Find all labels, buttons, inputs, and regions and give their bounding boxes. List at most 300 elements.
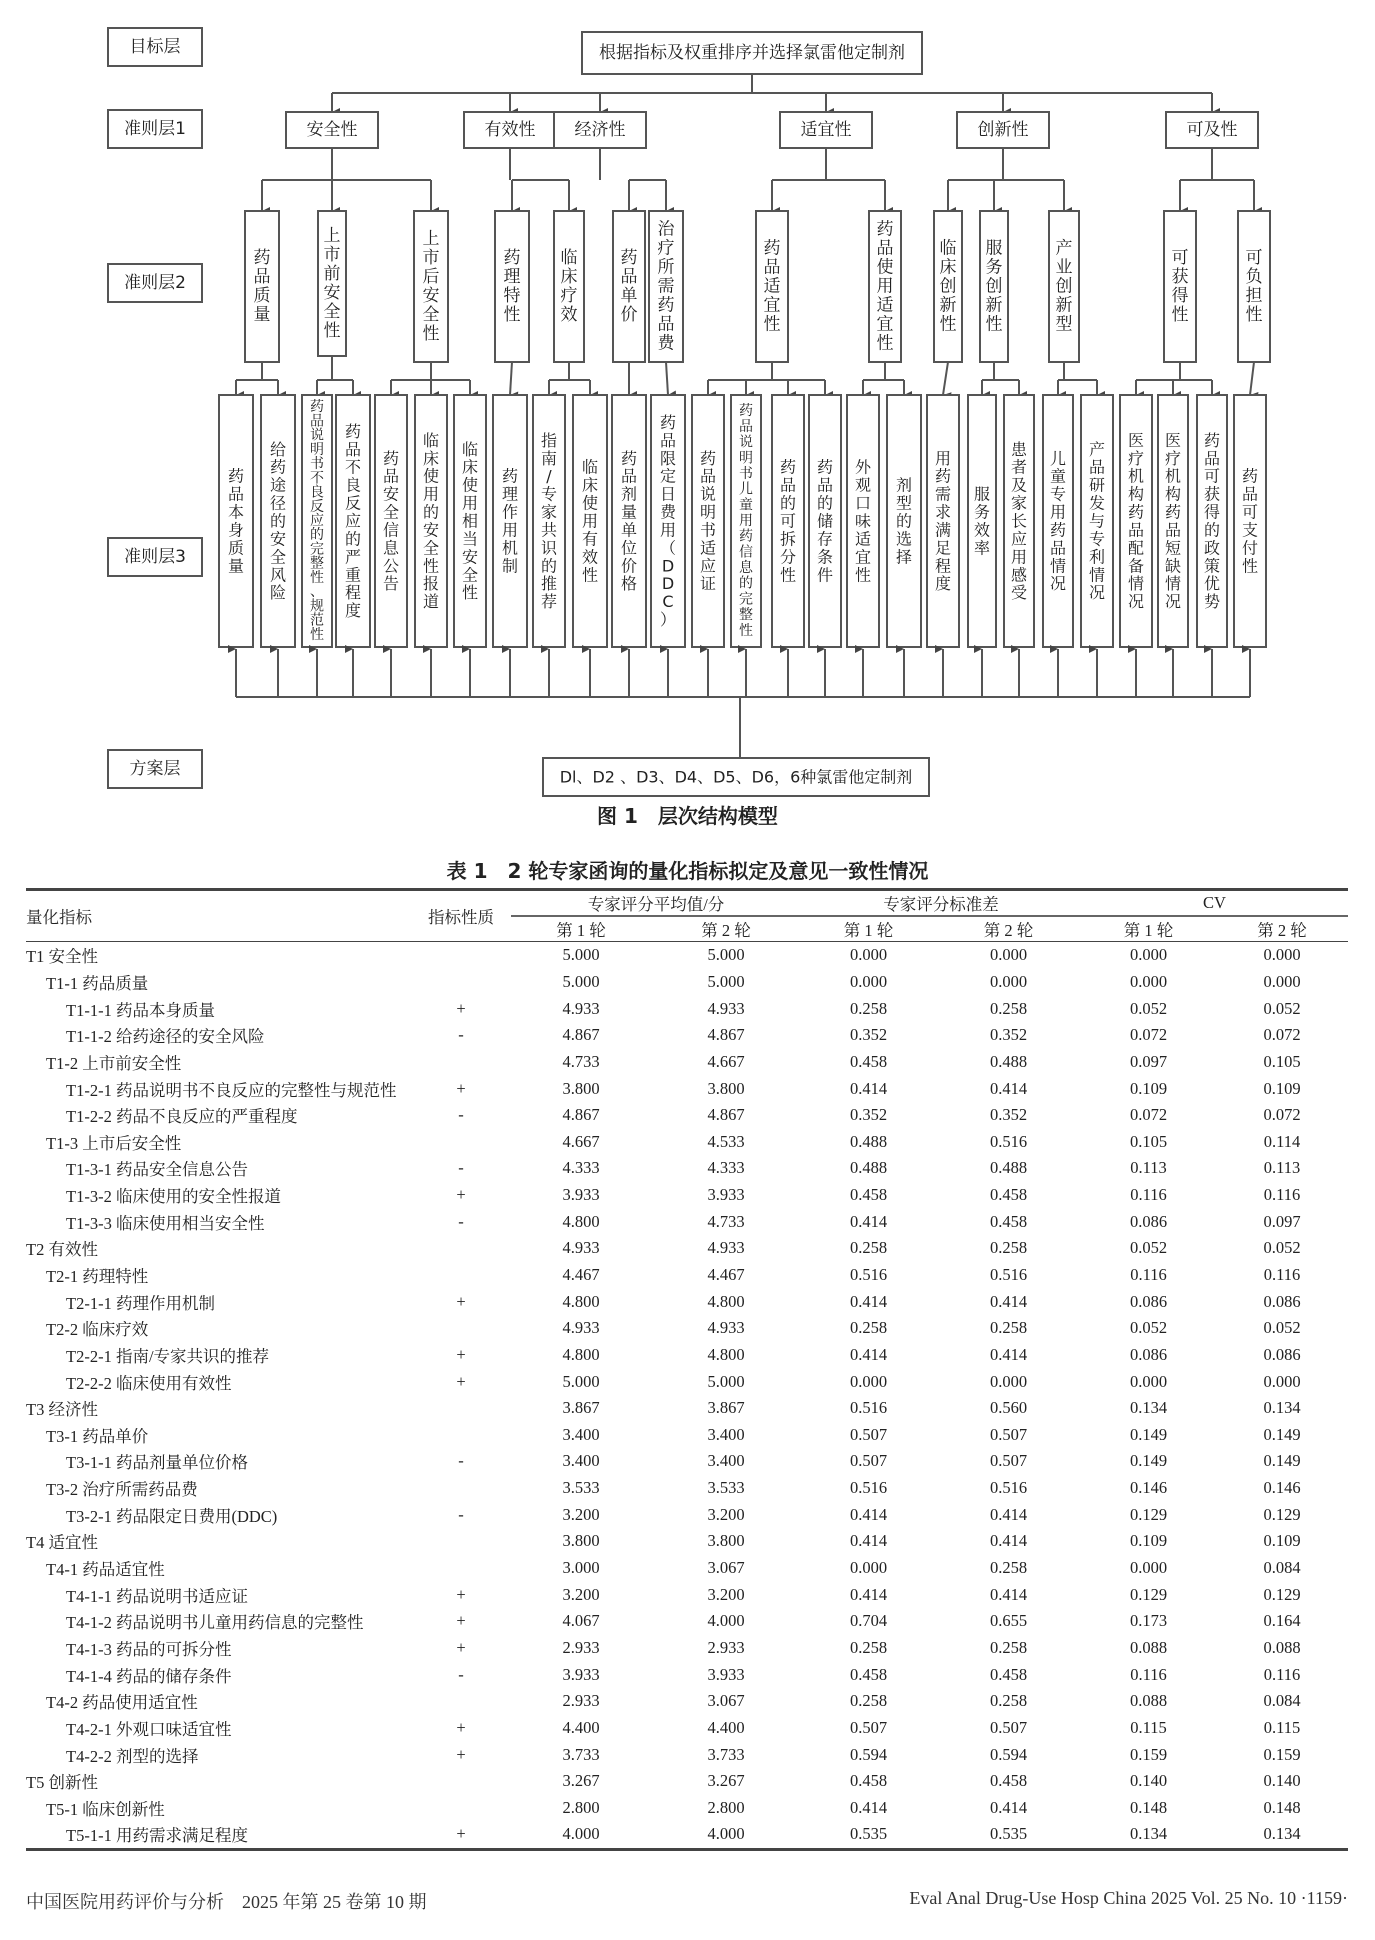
svg-text:疗: 疗 — [1164, 448, 1182, 468]
cell-sd-round2: 0.258 — [989, 998, 1028, 1018]
svg-text:共: 共 — [540, 520, 558, 540]
cell-mean-round1: 3.800 — [562, 1078, 600, 1098]
cell-cv-round1: 0.109 — [1129, 1078, 1168, 1098]
svg-text:全: 全 — [461, 565, 479, 585]
svg-text:治: 治 — [657, 219, 675, 240]
cell-mean-round1: 4.867 — [562, 1105, 600, 1125]
cell-cv-round1: 0.105 — [1129, 1131, 1168, 1151]
cell-sd-round1: 0.000 — [849, 1371, 888, 1391]
criteria3-label — [383, 449, 400, 593]
cell-mean-round2: 3.200 — [707, 1584, 745, 1604]
svg-text:服: 服 — [973, 484, 991, 504]
svg-text:情: 情 — [1088, 565, 1106, 585]
cell-nature — [411, 1262, 511, 1289]
svg-text:得: 得 — [1203, 502, 1221, 522]
svg-text:口: 口 — [854, 493, 872, 513]
cell-sd-round1: 0.488 — [849, 1158, 888, 1178]
cell-name: T4-1-2 药品说明书儿童用药信息的完整性 — [66, 1613, 364, 1633]
svg-text:量: 量 — [227, 556, 245, 576]
cell-cv-round2: 0.084 — [1263, 1558, 1301, 1578]
cell-sd-round2: 0.414 — [989, 1078, 1028, 1098]
svg-text:报: 报 — [422, 574, 440, 594]
cell-cv-round1: 0.173 — [1129, 1611, 1168, 1631]
svg-text:药: 药 — [739, 403, 753, 420]
criteria1-label: 有效性 — [484, 120, 536, 140]
svg-text:拆: 拆 — [779, 529, 797, 549]
cell-mean-round2: 4.867 — [707, 1105, 745, 1125]
svg-text:品: 品 — [310, 413, 324, 430]
svg-text:外: 外 — [854, 457, 872, 477]
cell-sd-round2: 0.352 — [989, 1105, 1028, 1125]
cell-sd-round1: 0.414 — [849, 1797, 888, 1817]
cell-mean-round2: 4.733 — [707, 1211, 745, 1231]
cell-mean-round1: 3.933 — [562, 1664, 600, 1684]
cell-sd-round2: 0.516 — [989, 1265, 1028, 1284]
svg-text:用: 用 — [422, 484, 440, 504]
svg-text:前: 前 — [323, 263, 341, 284]
cell-sd-round1: 0.352 — [849, 1025, 888, 1045]
cell-cv-round1: 0.072 — [1129, 1105, 1168, 1125]
criteria3-label — [935, 449, 951, 593]
cell-cv-round2: 0.115 — [1263, 1717, 1301, 1737]
cell-sd-round1: 0.458 — [849, 1051, 888, 1071]
svg-text:日: 日 — [659, 484, 677, 504]
criteria3-label — [270, 440, 286, 602]
svg-text:的: 的 — [1203, 520, 1221, 540]
cell-mean-round2: 3.067 — [707, 1691, 745, 1711]
svg-text:费: 费 — [657, 333, 675, 354]
cell-name: T1-1 药品质量 — [46, 973, 149, 993]
svg-text:品: 品 — [816, 475, 834, 495]
svg-text:完: 完 — [310, 541, 324, 558]
cell-sd-round2: 0.414 — [989, 1504, 1028, 1524]
svg-text:家: 家 — [540, 502, 558, 522]
criteria1-label: 安全性 — [306, 120, 358, 140]
cell-cv-round2: 0.146 — [1263, 1478, 1301, 1498]
svg-text:的: 的 — [779, 493, 797, 513]
table-row — [26, 1075, 1348, 1102]
svg-text:及: 及 — [1010, 475, 1028, 495]
cell-nature: - — [458, 1664, 464, 1684]
svg-text:说: 说 — [699, 484, 717, 504]
svg-text:药: 药 — [310, 399, 324, 416]
table-row — [26, 1155, 1348, 1182]
svg-text:书: 书 — [699, 520, 717, 540]
cell-mean-round2: 5.000 — [707, 945, 745, 965]
svg-text:性: 性 — [739, 622, 753, 639]
table-row — [26, 1288, 1348, 1315]
cell-cv-round2: 0.129 — [1263, 1504, 1301, 1524]
cell-sd-round2: 0.414 — [989, 1584, 1028, 1604]
cell-mean-round1: 4.933 — [562, 1238, 600, 1258]
svg-text:备: 备 — [1127, 556, 1145, 576]
criteria3-label — [462, 440, 478, 602]
svg-text:床: 床 — [939, 257, 957, 278]
svg-text:定: 定 — [659, 466, 677, 486]
cell-mean-round1: 4.067 — [562, 1611, 600, 1631]
svg-text:安: 安 — [382, 484, 400, 504]
svg-text:件: 件 — [816, 565, 834, 585]
cell-mean-round2: 5.000 — [707, 971, 745, 991]
criteria1-label: 经济性 — [574, 120, 626, 140]
cell-sd-round1: 0.516 — [849, 1478, 888, 1498]
svg-text:整: 整 — [310, 555, 324, 572]
svg-text:儿: 儿 — [739, 481, 753, 498]
svg-text:的: 的 — [540, 556, 558, 576]
cell-nature: + — [456, 998, 466, 1018]
svg-text:信: 信 — [739, 544, 753, 561]
cell-sd-round1: 0.704 — [849, 1611, 888, 1631]
criteria3-label — [1165, 431, 1181, 611]
svg-text:（: （ — [659, 538, 677, 558]
svg-text:使: 使 — [581, 493, 599, 513]
svg-text:南: 南 — [540, 448, 558, 468]
cell-cv-round2: 0.086 — [1263, 1291, 1301, 1311]
svg-text:用: 用 — [659, 520, 677, 540]
svg-text:的: 的 — [269, 511, 287, 531]
connector-line — [510, 362, 512, 395]
svg-text:床: 床 — [422, 448, 440, 468]
svg-text:者: 者 — [1010, 457, 1028, 477]
svg-text:配: 配 — [1127, 538, 1145, 558]
cell-cv-round2: 0.052 — [1263, 1318, 1301, 1338]
svg-text:D: D — [661, 556, 675, 576]
svg-text:上: 上 — [323, 225, 341, 246]
svg-text:临: 临 — [939, 238, 957, 259]
cell-cv-round1: 0.149 — [1129, 1451, 1168, 1471]
svg-text:药: 药 — [876, 219, 894, 240]
cell-mean-round1: 2.933 — [562, 1637, 600, 1657]
svg-text:儿: 儿 — [1049, 448, 1067, 468]
cell-mean-round2: 2.933 — [707, 1637, 745, 1657]
table-row — [26, 1208, 1348, 1235]
svg-text:反: 反 — [310, 498, 324, 515]
svg-text:适: 适 — [699, 538, 717, 558]
cell-cv-round2: 0.086 — [1263, 1344, 1301, 1364]
cell-cv-round1: 0.052 — [1129, 998, 1168, 1018]
cell-mean-round2: 2.800 — [707, 1797, 745, 1817]
cell-nature: + — [456, 1611, 466, 1631]
cell-name: T2-2-1 指南/专家共识的推荐 — [66, 1346, 270, 1366]
svg-text:应: 应 — [310, 513, 324, 529]
svg-text:情: 情 — [1127, 574, 1145, 594]
cell-mean-round1: 3.800 — [562, 1531, 600, 1551]
svg-text:指: 指 — [540, 430, 558, 450]
table-row — [26, 969, 1348, 996]
svg-text:药: 药 — [1241, 466, 1259, 486]
scheme-text: Dl、D2 、D3、D4、D5、D6，6种氯雷他定制剂 — [559, 767, 913, 787]
cell-cv-round1: 0.086 — [1129, 1291, 1168, 1311]
svg-text:品: 品 — [659, 430, 677, 450]
criteria2-label — [1246, 248, 1263, 325]
cell-cv-round2: 0.097 — [1263, 1211, 1301, 1231]
criteria3-label — [345, 422, 361, 620]
cell-name: T1-3-2 临床使用的安全性报道 — [66, 1187, 281, 1207]
cell-mean-round1: 2.800 — [562, 1797, 600, 1817]
cell-sd-round2: 0.258 — [989, 1558, 1028, 1578]
svg-text:用: 用 — [1049, 502, 1067, 522]
indicator-table — [26, 888, 1348, 1851]
svg-text:药: 药 — [699, 448, 717, 468]
svg-text:童: 童 — [739, 497, 753, 514]
svg-text:用: 用 — [1010, 547, 1028, 567]
cell-cv-round2: 0.134 — [1263, 1398, 1301, 1418]
svg-text:使: 使 — [876, 257, 894, 278]
criteria3-label — [896, 476, 912, 567]
cell-mean-round1: 3.200 — [562, 1584, 600, 1604]
criteria3-label — [739, 403, 754, 639]
criteria3-label — [228, 467, 244, 576]
svg-text:专: 专 — [1088, 529, 1106, 549]
svg-text:有: 有 — [581, 529, 599, 549]
svg-text:途: 途 — [269, 475, 287, 495]
svg-text:息: 息 — [739, 560, 753, 577]
cell-sd-round1: 0.458 — [849, 1664, 888, 1684]
criteria2-label — [621, 248, 638, 325]
svg-text:全: 全 — [323, 302, 341, 323]
cell-sd-round1: 0.507 — [849, 1717, 888, 1737]
criteria3-label — [502, 467, 518, 576]
svg-text:况: 况 — [1088, 583, 1106, 603]
svg-text:品: 品 — [1127, 520, 1145, 540]
cell-name: T1-1-1 药品本身质量 — [66, 1000, 215, 1020]
svg-text:情: 情 — [1164, 574, 1182, 594]
svg-text:性: 性 — [1241, 556, 1259, 576]
cell-mean-round2: 3.200 — [707, 1504, 745, 1524]
table-row — [26, 1688, 1348, 1715]
svg-text:范: 范 — [310, 612, 324, 629]
svg-text:明: 明 — [739, 450, 753, 467]
svg-text:的: 的 — [344, 529, 362, 549]
svg-text:可: 可 — [779, 511, 797, 531]
svg-text:品: 品 — [1088, 457, 1106, 477]
svg-text:付: 付 — [1241, 538, 1259, 558]
criteria2-label — [561, 248, 578, 325]
svg-text:发: 发 — [1088, 493, 1106, 513]
svg-text:产: 产 — [1055, 238, 1073, 259]
svg-text:药: 药 — [227, 466, 245, 486]
svg-text:临: 临 — [422, 430, 440, 450]
cell-mean-round1: 4.933 — [562, 1318, 600, 1338]
svg-text:/: / — [546, 466, 552, 486]
cell-sd-round2: 0.458 — [989, 1185, 1028, 1205]
cell-cv-round2: 0.164 — [1263, 1611, 1301, 1631]
cell-mean-round2: 3.800 — [707, 1531, 745, 1551]
table-row — [26, 1741, 1348, 1768]
cell-sd-round1: 0.414 — [849, 1504, 888, 1524]
svg-text:效: 效 — [973, 520, 991, 540]
svg-text:性: 性 — [503, 305, 521, 326]
cell-cv-round1: 0.000 — [1129, 945, 1168, 965]
cell-mean-round2: 4.333 — [707, 1158, 745, 1178]
criteria3-label — [1204, 431, 1220, 611]
svg-text:策: 策 — [1203, 556, 1221, 576]
svg-text:应: 应 — [344, 511, 362, 531]
svg-text:量: 量 — [620, 502, 638, 522]
cell-cv-round1: 0.052 — [1129, 1318, 1168, 1338]
cell-nature: - — [458, 1105, 464, 1125]
cell-sd-round1: 0.414 — [849, 1291, 888, 1311]
criteria2-label — [504, 248, 521, 325]
svg-text:受: 受 — [1010, 583, 1028, 603]
cell-nature: + — [456, 1185, 466, 1205]
cell-sd-round1: 0.458 — [849, 1771, 888, 1791]
cell-sd-round1: 0.258 — [849, 1691, 888, 1711]
cell-sd-round2: 0.516 — [989, 1478, 1028, 1498]
svg-text:品: 品 — [1049, 538, 1067, 558]
connector-line — [1250, 362, 1254, 395]
cell-cv-round2: 0.052 — [1263, 998, 1301, 1018]
cell-mean-round1: 4.467 — [562, 1265, 600, 1284]
svg-text:的: 的 — [739, 575, 753, 592]
cell-sd-round1: 0.594 — [849, 1744, 888, 1764]
svg-text:药: 药 — [1049, 520, 1067, 540]
svg-text:性: 性 — [422, 324, 440, 345]
cell-sd-round1: 0.258 — [849, 998, 888, 1018]
cell-sd-round2: 0.655 — [989, 1611, 1028, 1631]
cell-mean-round2: 4.000 — [651, 1821, 801, 1849]
cell-sd-round1: 0.000 — [849, 945, 888, 965]
svg-text:味: 味 — [854, 511, 872, 531]
svg-text:储: 储 — [816, 511, 834, 531]
header-cv: CV — [1081, 890, 1348, 917]
table-row — [26, 1182, 1348, 1209]
criteria3-label — [423, 431, 439, 611]
cell-name: T1-3-3 临床使用相当安全性 — [66, 1213, 265, 1233]
cell-name: T4-2-1 外观口味适宜性 — [66, 1719, 232, 1739]
svg-text:临: 临 — [461, 439, 479, 459]
table-row — [26, 1368, 1348, 1395]
svg-text:情: 情 — [1049, 556, 1067, 576]
criteria1-label: 可及性 — [1186, 120, 1238, 140]
svg-text:药: 药 — [1164, 502, 1182, 522]
cell-nature — [411, 1422, 511, 1449]
table-row — [26, 1581, 1348, 1608]
svg-text:势: 势 — [1203, 592, 1221, 612]
criteria3-layer-label: 准则层3 — [124, 547, 186, 567]
svg-text:品: 品 — [227, 484, 245, 504]
cell-cv-round2: 0.000 — [1263, 945, 1301, 965]
svg-text:息: 息 — [382, 538, 400, 558]
svg-text:性: 性 — [1245, 305, 1263, 326]
table-row — [26, 1555, 1348, 1582]
cell-cv-round1: 0.129 — [1129, 1504, 1168, 1524]
cell-cv-round1: 0.097 — [1129, 1051, 1168, 1071]
svg-text:业: 业 — [1055, 257, 1073, 278]
table-row — [26, 1128, 1348, 1155]
cell-name: T4-2-2 剂型的选择 — [66, 1746, 199, 1766]
svg-text:药: 药 — [620, 448, 638, 468]
svg-text:感: 感 — [1010, 565, 1028, 585]
svg-text:适: 适 — [854, 529, 872, 549]
table-row — [26, 1448, 1348, 1475]
svg-text:研: 研 — [1088, 475, 1106, 495]
cell-sd-round2: 0.414 — [989, 1797, 1028, 1817]
figure-caption: 图 1 层次结构模型 — [597, 804, 778, 828]
svg-text:新: 新 — [1055, 295, 1073, 316]
svg-text:品: 品 — [620, 266, 638, 287]
svg-text:医: 医 — [1127, 430, 1145, 450]
cell-cv-round2: 0.116 — [1263, 1664, 1301, 1684]
cell-sd-round2: 0.258 — [989, 1637, 1028, 1657]
cell-sd-round2: 0.414 — [989, 1344, 1028, 1364]
cell-name: T1-3 上市后安全性 — [46, 1133, 182, 1153]
svg-text:的: 的 — [816, 493, 834, 513]
cell-mean-round1: 3.533 — [562, 1478, 600, 1498]
svg-text:反: 反 — [344, 493, 362, 513]
table-row — [26, 1342, 1348, 1369]
svg-text:单: 单 — [620, 520, 638, 540]
cell-nature: - — [458, 1211, 464, 1231]
svg-text:效: 效 — [560, 305, 578, 326]
svg-text:用: 用 — [934, 448, 952, 468]
cell-nature — [411, 1315, 511, 1342]
cell-sd-round1: 0.352 — [849, 1105, 888, 1125]
svg-text:、: 、 — [310, 584, 324, 601]
table-row — [26, 1049, 1348, 1076]
criteria3-label — [621, 449, 637, 593]
svg-text:药: 药 — [620, 247, 638, 268]
svg-text:选: 选 — [895, 529, 913, 549]
svg-text:公: 公 — [382, 556, 400, 576]
cell-nature — [411, 1688, 511, 1715]
table-row — [26, 1022, 1348, 1049]
svg-text:价: 价 — [620, 556, 638, 576]
cell-mean-round2: 4.400 — [707, 1717, 745, 1737]
svg-text:可: 可 — [1171, 247, 1189, 268]
svg-text:上: 上 — [422, 228, 440, 249]
cell-cv-round1: 0.149 — [1129, 1424, 1168, 1444]
criteria2-label — [423, 229, 440, 344]
cell-name: T4-2 药品使用适宜性 — [46, 1693, 198, 1713]
svg-text:服: 服 — [985, 238, 1003, 259]
cell-nature: + — [456, 1637, 466, 1657]
criteria2-label — [986, 238, 1003, 334]
cell-cv-round2: 0.149 — [1263, 1451, 1301, 1471]
table-row — [26, 1262, 1348, 1289]
criteria3-label — [1128, 431, 1144, 611]
criteria3-label — [1242, 467, 1258, 576]
cell-cv-round1: 0.088 — [1129, 1637, 1168, 1657]
cell-sd-round1: 0.507 — [849, 1424, 888, 1444]
svg-text:宜: 宜 — [763, 295, 781, 316]
svg-text:书: 书 — [310, 456, 324, 473]
criteria1-layer-label: 准则层1 — [124, 119, 186, 139]
cell-sd-round1: 0.000 — [849, 971, 888, 991]
goal-text: 根据指标及权重排序并选择氯雷他定制剂 — [599, 43, 905, 63]
cell-nature — [411, 1049, 511, 1076]
cell-cv-round1: 0.134 — [1129, 1398, 1168, 1418]
criteria3-label — [817, 458, 833, 585]
cell-sd-round2: 0.258 — [989, 1691, 1028, 1711]
cell-mean-round1: 5.000 — [562, 945, 600, 965]
criteria2-layer-label: 准则层2 — [124, 273, 186, 293]
table-row — [26, 1501, 1348, 1528]
cell-mean-round2: 4.533 — [707, 1131, 745, 1151]
cell-nature: + — [456, 1584, 466, 1604]
criteria3-label — [855, 458, 872, 585]
cell-sd-round1: 0.414 — [849, 1584, 888, 1604]
criteria3-label — [974, 485, 990, 558]
table-row — [26, 1821, 1348, 1849]
svg-text:创: 创 — [1055, 276, 1073, 297]
svg-text:与: 与 — [1088, 511, 1106, 531]
cell-sd-round1: 0.507 — [849, 1451, 888, 1471]
cell-nature: + — [456, 1344, 466, 1364]
cell-mean-round2: 4.933 — [707, 1238, 745, 1258]
svg-text:可: 可 — [1241, 502, 1259, 522]
table-row — [26, 995, 1348, 1022]
